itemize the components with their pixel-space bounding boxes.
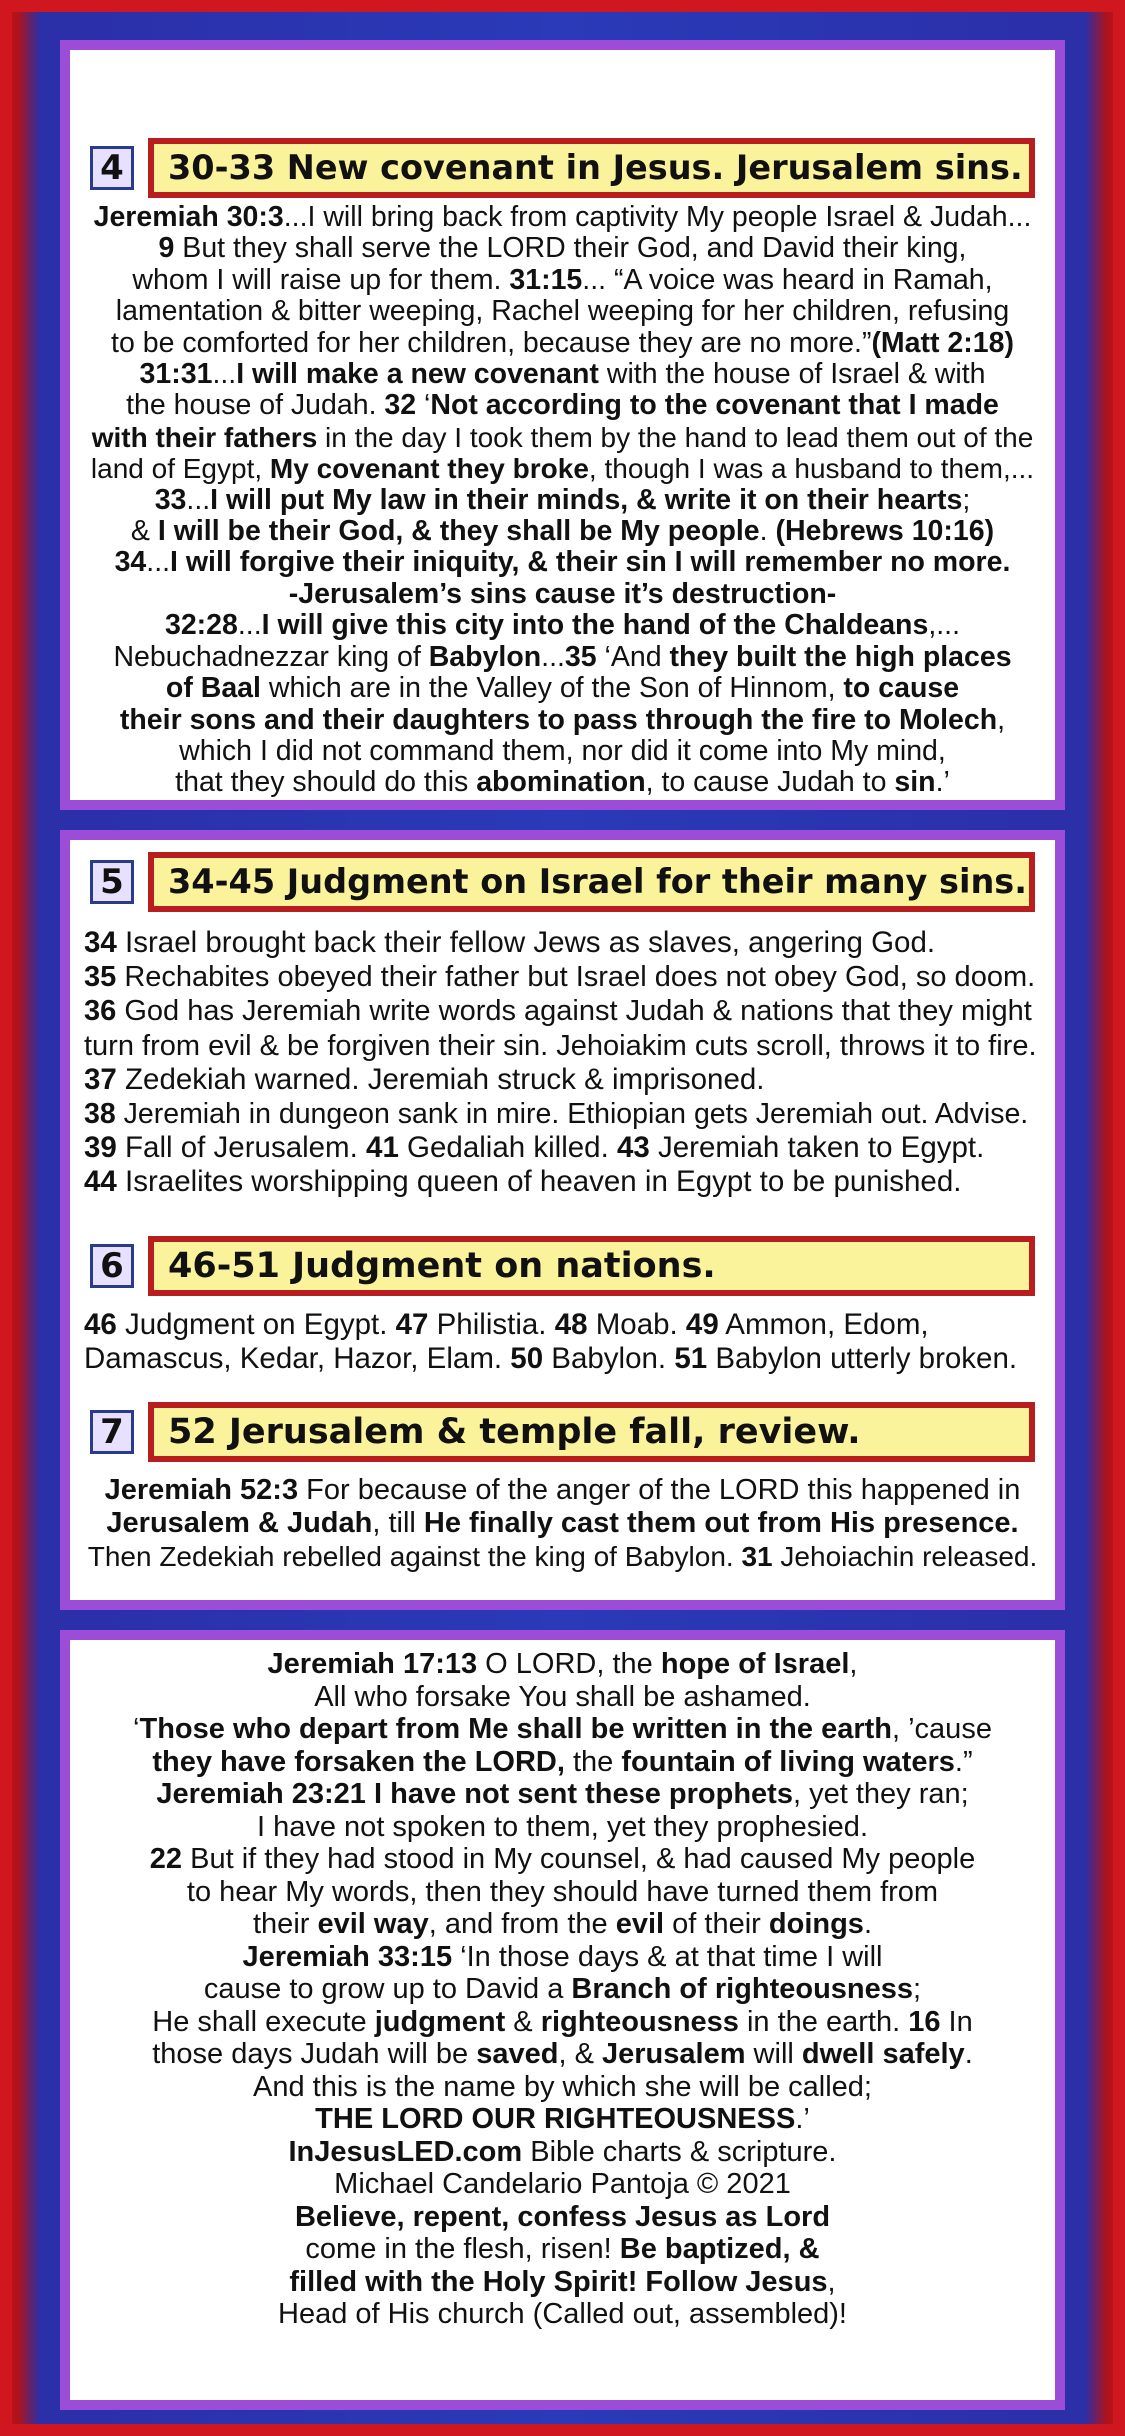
- text-run: the house of Judah.: [126, 390, 385, 422]
- bold-text-run: to cause: [843, 673, 960, 705]
- bold-text-run: Jeremiah 30:3: [93, 202, 284, 233]
- text-run: He shall execute: [152, 2005, 375, 2038]
- bold-text-run: 32: [384, 390, 417, 422]
- section-heading: 34-45 Judgment on Israel for their many sins.: [148, 852, 1035, 912]
- text-run: ... “A voice was heard in Ramah,: [582, 264, 993, 296]
- text-run: ;: [962, 484, 971, 516]
- bold-text-run: 41: [366, 1131, 399, 1165]
- text-line: [84, 1681, 1041, 1714]
- text-line: [84, 705, 1041, 736]
- text-line: [84, 1029, 1041, 1063]
- text-line: [84, 1474, 1041, 1507]
- text-line: [84, 673, 1041, 704]
- bold-text-run: I will forgive their iniquity, & their sin I will remember no more.: [170, 547, 1011, 579]
- bold-text-run: they have forsaken the LORD,: [152, 1745, 565, 1778]
- section-5-body: [84, 926, 1041, 1200]
- section-4-header: [90, 138, 1035, 200]
- bold-text-run: Those who depart from Me shall be written in the earth: [139, 1713, 892, 1745]
- text-run: ...: [146, 547, 171, 579]
- bold-text-run: 48: [554, 1308, 588, 1341]
- text-run: their: [253, 1908, 318, 1940]
- bold-text-run: their sons and their daughters to pass through the fire to Molech: [119, 704, 998, 736]
- text-run: [366, 1778, 374, 1810]
- bold-text-run: with their fathers: [91, 421, 318, 453]
- text-line: [84, 1648, 1041, 1681]
- text-run: the: [564, 1745, 622, 1778]
- text-run: whom I will raise up for them.: [132, 264, 510, 296]
- text-run: God has Jeremiah write words against Judah & nations that they might: [116, 995, 1032, 1028]
- text-line: [84, 2006, 1041, 2039]
- bold-text-run: Jerusalem & Judah: [106, 1507, 373, 1539]
- text-run: Nebuchadnezzar king of: [113, 641, 429, 673]
- bold-text-run: fountain of living waters: [621, 1745, 955, 1778]
- text-run: , &: [558, 2038, 602, 2070]
- text-run: In: [940, 2005, 973, 2038]
- text-run: ,: [849, 1648, 858, 1680]
- panel-section-4: [60, 40, 1065, 810]
- text-line: [84, 767, 1041, 798]
- text-run: ...: [541, 641, 565, 673]
- bold-text-run: evil: [615, 1908, 665, 1940]
- text-run: Jeremiah taken to Egypt.: [649, 1131, 985, 1165]
- text-run: But if they had stood in My counsel, & had caused My people: [182, 1843, 976, 1875]
- bold-text-run: Jeremiah 17:13: [267, 1648, 478, 1680]
- text-run: .: [759, 516, 776, 548]
- bold-text-run: 43: [616, 1131, 650, 1165]
- bold-text-run: Not according to the covenant that I made: [430, 390, 999, 422]
- text-run: And this is the name by which she will be called;: [253, 2070, 872, 2103]
- section-heading: 52 Jerusalem & temple fall, review.: [148, 1402, 1035, 1462]
- bold-text-run: they built the high places: [669, 641, 1012, 673]
- bold-text-run: 31:31: [139, 359, 213, 391]
- bold-text-run: 51: [674, 1342, 708, 1376]
- text-line: [84, 1063, 1041, 1097]
- text-line: [84, 2071, 1041, 2104]
- text-line: [84, 1843, 1041, 1876]
- bold-text-run: I will give this city into the hand of the Chaldeans: [261, 610, 929, 642]
- text-run: turn from evil & be forgiven their sin. Jehoiakim cuts scroll, throws it to fire.: [84, 1029, 1037, 1062]
- text-run: to hear My words, then they should have turned them from: [186, 1875, 939, 1908]
- bold-text-run: THE LORD OUR RIGHTEOUSNESS: [315, 2103, 796, 2135]
- text-run: ‘In those days & at that time I will: [452, 1940, 883, 1973]
- text-line: [84, 1308, 1041, 1342]
- text-run: Israel brought back their fellow Jews as slaves, angering God.: [116, 926, 936, 959]
- bold-text-run: Babylon: [428, 641, 542, 673]
- section-6-header: [90, 1236, 1035, 1298]
- section-4-body: [84, 202, 1041, 799]
- section-number-box: 6: [90, 1244, 134, 1288]
- text-run: Babylon utterly broken.: [707, 1342, 1018, 1376]
- text-run: ;: [913, 1973, 922, 2005]
- bold-text-run: Believe, repent, confess Jesus as Lord: [294, 2200, 831, 2233]
- bold-text-run: (Hebrews 10:16): [775, 516, 995, 548]
- bold-text-run: I will be their God, & they shall be My people: [157, 516, 760, 548]
- section-5-header: [90, 852, 1035, 914]
- bold-text-run: 46: [84, 1308, 117, 1341]
- text-line: [84, 926, 1041, 960]
- text-line: [84, 1713, 1041, 1746]
- bold-text-run: doings: [768, 1908, 864, 1940]
- bold-text-run: Jeremiah 52:3: [104, 1474, 299, 1506]
- bold-text-run: 32:28: [164, 610, 238, 642]
- text-run: of their: [664, 1908, 769, 1940]
- bold-text-run: 9: [158, 233, 175, 265]
- text-line: [84, 2298, 1041, 2331]
- text-run: Gedaliah killed.: [398, 1131, 617, 1165]
- text-line: [84, 233, 1041, 264]
- text-run: will: [745, 2038, 802, 2070]
- text-line: [84, 2233, 1041, 2266]
- text-run: Michael Candelario Pantoja © 2021: [334, 2168, 791, 2200]
- text-line: [84, 610, 1041, 641]
- text-run: .: [964, 2038, 973, 2070]
- text-run: Babylon.: [543, 1342, 675, 1376]
- text-run: .’: [795, 2103, 810, 2135]
- text-line: [84, 642, 1041, 673]
- section-number-box: 4: [90, 146, 134, 190]
- text-run: I have not spoken to them, yet they prophesied.: [257, 1810, 868, 1843]
- text-line: [84, 1131, 1041, 1165]
- bold-text-run: Jeremiah 23:21: [156, 1778, 366, 1810]
- text-run: O LORD, the: [477, 1648, 661, 1680]
- bold-text-run: 39: [84, 1131, 117, 1165]
- text-run: .: [863, 1908, 872, 1940]
- section-heading: 30-33 New covenant in Jesus. Jerusalem sins.: [148, 138, 1035, 198]
- text-run: , to cause Judah to: [645, 767, 895, 799]
- bold-text-run: 31: [741, 1541, 773, 1572]
- bold-text-run: Branch of righteousness: [571, 1973, 914, 2005]
- text-line: [84, 296, 1041, 327]
- text-run: those days Judah will be: [152, 2038, 477, 2070]
- text-run: Head of His church (Called out, assembled)!: [278, 2298, 847, 2330]
- text-run: Damascus, Kedar, Hazor, Elam.: [84, 1342, 511, 1376]
- text-line: [84, 265, 1041, 296]
- text-line: [84, 1540, 1041, 1573]
- bold-text-run: I have not sent these prophets: [373, 1778, 793, 1810]
- text-run: , ’cause: [892, 1713, 992, 1745]
- text-run: Moab.: [587, 1308, 686, 1341]
- text-line: [84, 1342, 1041, 1376]
- text-line: [84, 1876, 1041, 1909]
- text-line: [84, 485, 1041, 516]
- text-run: , till: [372, 1507, 424, 1539]
- text-run: ...: [186, 484, 211, 516]
- text-line: [84, 2038, 1041, 2071]
- text-run: Rechabites obeyed their father but Israel does not obey God, so doom.: [116, 961, 1036, 994]
- panel-closing: [60, 1630, 1065, 2410]
- text-run: come in the flesh, risen!: [305, 2233, 620, 2265]
- text-run: ,: [997, 704, 1006, 736]
- bold-text-run: 34: [114, 547, 147, 579]
- bold-text-run: My covenant they broke: [269, 453, 589, 485]
- bold-text-run: Jerusalem: [602, 2038, 746, 2070]
- text-line: [84, 2136, 1041, 2169]
- bold-text-run: 38: [84, 1098, 116, 1131]
- text-line: [84, 547, 1041, 578]
- bold-text-run: righteousness: [540, 2005, 739, 2038]
- text-run: &: [130, 516, 158, 548]
- section-7-header: [90, 1402, 1035, 1464]
- text-run: ...: [237, 610, 262, 642]
- text-run: that they should do this: [175, 767, 477, 799]
- bold-text-run: (Matt 2:18): [871, 327, 1014, 359]
- closing-body: [84, 1648, 1041, 2331]
- panel-sections-5-7: [60, 830, 1065, 1610]
- bold-text-run: of Baal: [165, 673, 261, 705]
- bold-text-run: saved: [476, 2038, 559, 2070]
- text-run: Bible charts & scripture.: [522, 2135, 837, 2168]
- text-run: ,...: [928, 610, 961, 642]
- text-run: ,: [827, 2265, 836, 2298]
- bold-text-run: sin: [894, 767, 936, 799]
- text-run: .”: [954, 1745, 973, 1778]
- text-line: [84, 422, 1041, 453]
- text-run: cause to grow up to David a: [203, 1973, 572, 2005]
- text-run: in the earth.: [738, 2005, 909, 2038]
- text-run: which are in the Valley of the Son of Hinnom,: [260, 673, 844, 705]
- bold-text-run: hope of Israel: [660, 1648, 850, 1680]
- text-run: Zedekiah warned. Jeremiah struck & imprisoned.: [116, 1062, 765, 1096]
- section-number-box: 5: [90, 860, 134, 904]
- text-line: [84, 2168, 1041, 2201]
- text-line: [84, 1973, 1041, 2006]
- text-run: ‘: [133, 1713, 140, 1745]
- text-run: ...: [212, 359, 237, 391]
- text-line: [84, 1097, 1041, 1131]
- text-run: Ammon, Edom,: [718, 1308, 929, 1341]
- bold-text-run: 50: [510, 1342, 544, 1376]
- bold-text-run: 35: [564, 641, 597, 673]
- bold-text-run: 44: [84, 1165, 117, 1199]
- text-line: [84, 453, 1041, 484]
- text-line: [84, 736, 1041, 767]
- text-run: Fall of Jerusalem.: [116, 1131, 367, 1165]
- text-line: [84, 1507, 1041, 1540]
- text-run: ...I will bring back from captivity My people Israel & Judah...: [283, 202, 1032, 233]
- text-line: [84, 579, 1041, 610]
- text-run: which I did not command them, nor did it come into My mind,: [179, 735, 946, 767]
- bold-text-run: filled with the Holy Spirit! Follow Jesus: [289, 2265, 828, 2298]
- bold-text-run: InJesusLED.com: [288, 2135, 523, 2168]
- text-line: [84, 359, 1041, 390]
- text-run: to be comforted for her children, because they are no more.”: [111, 327, 872, 359]
- bold-text-run: abomination: [476, 767, 646, 799]
- text-run: land of Egypt,: [90, 453, 270, 485]
- text-run: But they shall serve the LORD their God, and David their king,: [174, 233, 967, 265]
- text-run: in the day I took them by the hand to lead them out of the: [317, 421, 1034, 453]
- text-run: .’: [935, 767, 950, 799]
- bold-text-run: 22: [149, 1843, 183, 1875]
- section-heading: 46-51 Judgment on nations.: [148, 1236, 1035, 1296]
- text-line: [84, 1811, 1041, 1844]
- section-6-body: [84, 1308, 1041, 1376]
- bold-text-run: 34: [84, 926, 117, 959]
- bold-text-run: evil way: [317, 1908, 429, 1940]
- text-line: [84, 1746, 1041, 1779]
- section-7-body: [84, 1474, 1041, 1573]
- bold-text-run: -Jerusalem’s sins cause it’s destruction-: [288, 578, 837, 610]
- text-line: [84, 2103, 1041, 2136]
- text-line: [84, 1941, 1041, 1974]
- text-line: [84, 390, 1041, 421]
- text-run: , and from the: [428, 1908, 616, 1940]
- text-line: [84, 1908, 1041, 1941]
- bold-text-run: 31:15: [509, 264, 583, 296]
- bold-text-run: 36: [84, 995, 117, 1028]
- bold-text-run: 16: [908, 2005, 941, 2038]
- text-run: , though I was a husband to them,...: [588, 453, 1035, 485]
- bold-text-run: 35: [84, 961, 117, 994]
- text-line: [84, 516, 1041, 547]
- text-line: [84, 1778, 1041, 1811]
- text-run: Philistia.: [428, 1308, 555, 1341]
- bold-text-run: I will make a new covenant: [236, 359, 599, 391]
- text-line: [84, 328, 1041, 359]
- text-line: [84, 1165, 1041, 1199]
- text-line: [84, 2266, 1041, 2299]
- bold-text-run: 47: [395, 1308, 429, 1341]
- section-number-box: 7: [90, 1410, 134, 1454]
- text-run: Then Zedekiah rebelled against the king of Babylon.: [87, 1541, 742, 1572]
- bold-text-run: judgment: [374, 2005, 506, 2038]
- bold-text-run: 49: [685, 1308, 719, 1341]
- text-run: Israelites worshipping queen of heaven in Egypt to be punished.: [116, 1165, 962, 1199]
- bold-text-run: Be baptized, &: [619, 2233, 820, 2265]
- bold-text-run: 37: [84, 1062, 117, 1096]
- text-run: , yet they ran;: [792, 1778, 969, 1810]
- text-run: For because of the anger of the LORD this happened in: [298, 1474, 1021, 1506]
- text-line: [84, 202, 1041, 233]
- text-line: [84, 2201, 1041, 2234]
- bold-text-run: Jeremiah 33:15: [242, 1940, 453, 1973]
- text-run: Judgment on Egypt.: [116, 1308, 396, 1341]
- text-run: &: [505, 2005, 541, 2038]
- bold-text-run: He finally cast them out from His presence.: [423, 1507, 1019, 1539]
- text-line: [84, 960, 1041, 994]
- text-line: [84, 994, 1041, 1028]
- text-run: ‘And: [596, 641, 670, 673]
- text-run: ‘: [416, 390, 431, 422]
- text-run: Jehoiachin released.: [772, 1541, 1038, 1572]
- text-run: All who forsake You shall be ashamed.: [314, 1680, 811, 1713]
- text-run: lamentation & bitter weeping, Rachel weeping for her children, refusing: [115, 296, 1010, 328]
- text-run: with the house of Israel & with: [598, 359, 986, 391]
- bold-text-run: I will put My law in their minds, & write it on their hearts: [210, 484, 963, 516]
- bold-text-run: dwell safely: [801, 2038, 965, 2070]
- bold-text-run: 33: [154, 484, 187, 516]
- text-run: Jeremiah in dungeon sank in mire. Ethiopian gets Jeremiah out. Advise.: [115, 1098, 1029, 1131]
